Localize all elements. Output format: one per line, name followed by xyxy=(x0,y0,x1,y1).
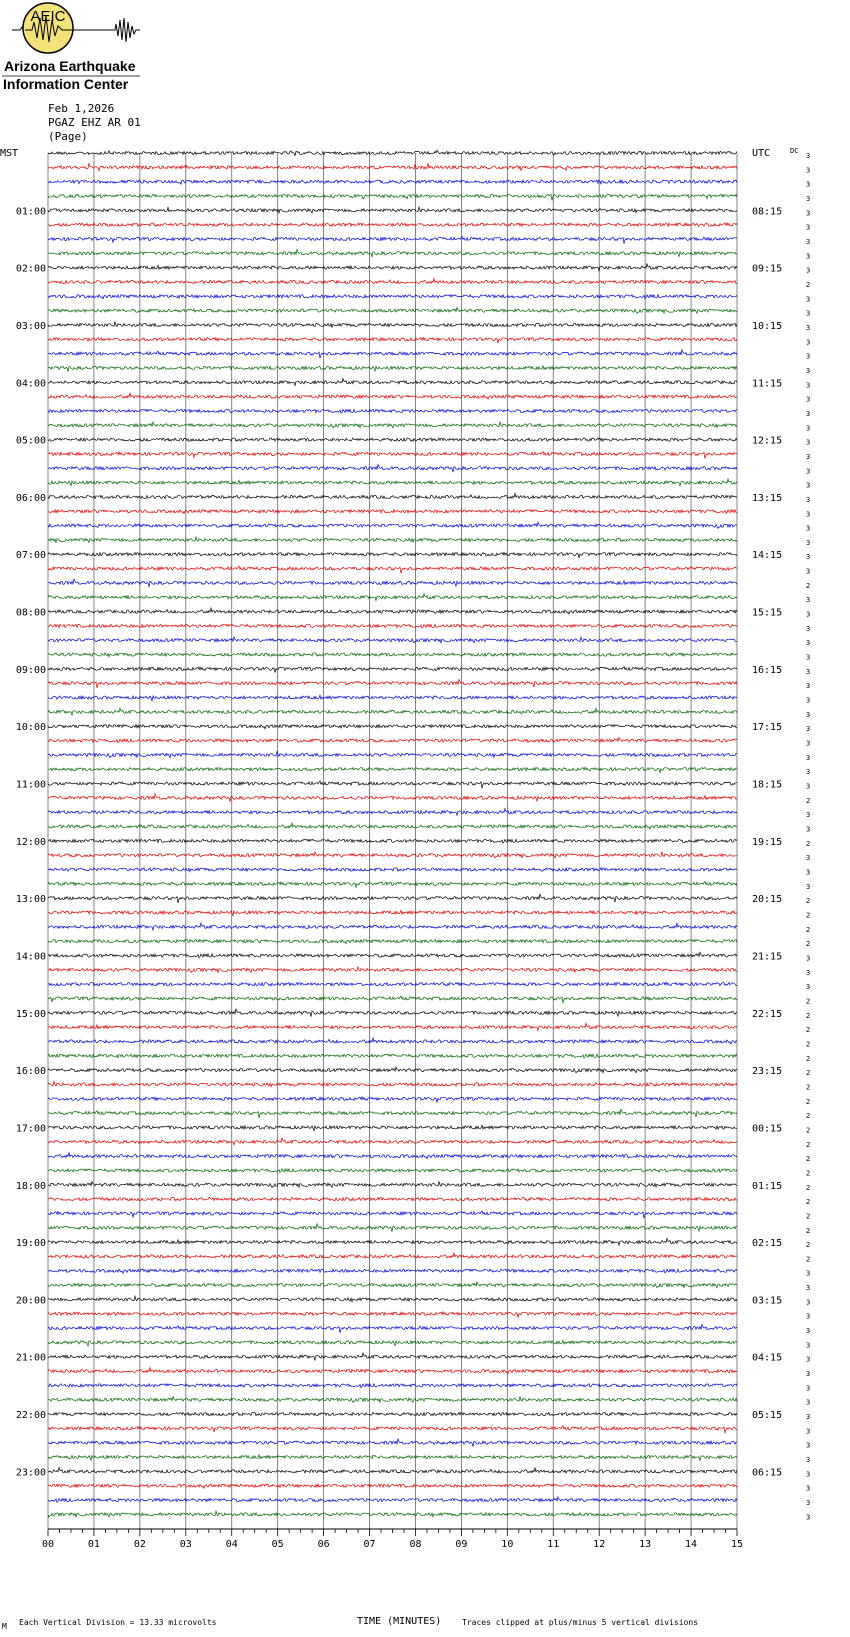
dc-offset-value: 3 xyxy=(806,237,811,246)
seismic-trace xyxy=(48,579,737,587)
mst-hour-label: 21:00 xyxy=(15,1352,46,1364)
utc-hour-label: 19:15 xyxy=(752,836,783,848)
seismic-trace xyxy=(48,1426,737,1433)
dc-offset-value: 3 xyxy=(806,1269,811,1278)
dc-offset-value: 3 xyxy=(806,1384,811,1393)
dc-offset-value: 3 xyxy=(806,1341,811,1350)
dc-offset-value: 2 xyxy=(806,1183,811,1192)
dc-offset-value: 2 xyxy=(806,940,811,949)
dc-offset-value: 3 xyxy=(806,266,811,275)
utc-hour-label: 04:15 xyxy=(752,1352,783,1364)
dc-offset-value: 3 xyxy=(806,1470,811,1479)
dc-offset-value: 3 xyxy=(806,194,811,203)
seismic-trace xyxy=(48,264,737,271)
dc-offset-value: 3 xyxy=(806,1327,811,1336)
utc-hour-label: 11:15 xyxy=(752,378,783,390)
x-tick-label: 11 xyxy=(547,1539,560,1550)
dc-offset-value: 3 xyxy=(806,1413,811,1422)
dc-offset-value: 2 xyxy=(806,1040,811,1049)
utc-hour-label: 01:15 xyxy=(752,1180,783,1192)
seismic-trace xyxy=(48,1097,737,1103)
seismic-trace xyxy=(48,767,737,773)
seismic-trace xyxy=(48,194,737,200)
dc-offset-value: 3 xyxy=(806,710,811,719)
dc-offset-value: 3 xyxy=(806,409,811,418)
seismic-trace xyxy=(48,1253,737,1258)
mst-hour-label: 12:00 xyxy=(15,836,46,848)
dc-offset-value: 3 xyxy=(806,1427,811,1436)
utc-hour-label: 10:15 xyxy=(752,320,783,332)
seismic-trace xyxy=(48,1269,737,1273)
dc-offset-value: 3 xyxy=(806,352,811,361)
seismic-trace xyxy=(48,1282,737,1288)
seismic-trace xyxy=(48,737,737,742)
seismic-trace xyxy=(48,940,737,944)
mst-axis-title: MST xyxy=(0,148,19,159)
x-axis-title: TIME (MINUTES) xyxy=(357,1616,442,1627)
seismic-trace xyxy=(48,1198,737,1201)
seismic-trace xyxy=(48,1296,737,1302)
seismic-trace xyxy=(48,952,737,958)
seismic-trace xyxy=(48,1169,737,1173)
utc-hour-label: 08:15 xyxy=(752,206,783,218)
dc-offset-value: 3 xyxy=(806,567,811,576)
seismic-trace xyxy=(48,725,737,729)
x-tick-label: 14 xyxy=(685,1539,698,1550)
seismic-trace xyxy=(48,1397,737,1403)
utc-hour-label: 16:15 xyxy=(752,664,783,676)
seismic-trace xyxy=(48,379,737,386)
seismic-trace xyxy=(48,1455,737,1461)
seismic-trace xyxy=(48,322,737,327)
dc-offset-value: 2 xyxy=(806,1083,811,1092)
seismic-trace xyxy=(48,624,737,628)
dc-offset-value: 2 xyxy=(806,1226,811,1235)
seismic-trace xyxy=(48,552,737,558)
utc-hour-label: 12:15 xyxy=(752,435,783,447)
seismic-trace xyxy=(48,1353,737,1360)
seismic-trace xyxy=(48,996,737,1003)
seismic-trace xyxy=(48,223,737,227)
seismic-trace xyxy=(48,608,737,614)
dc-offset-value: 3 xyxy=(806,166,811,175)
seismic-trace xyxy=(48,493,737,498)
page-label: (Page) xyxy=(48,130,88,143)
dc-offset-value: 3 xyxy=(806,696,811,705)
dc-offset-value: 3 xyxy=(806,467,811,476)
seismic-trace xyxy=(48,894,737,903)
utc-hour-label: 22:15 xyxy=(752,1008,783,1020)
seismic-trace xyxy=(48,479,737,486)
dc-offset-value: 3 xyxy=(806,868,811,877)
seismic-trace xyxy=(48,279,737,284)
mst-hour-label: 04:00 xyxy=(15,378,46,390)
dc-offset-value: 3 xyxy=(806,768,811,777)
mst-hour-label: 17:00 xyxy=(15,1123,46,1135)
seismic-trace xyxy=(48,350,737,359)
dc-offset-value: 2 xyxy=(806,1126,811,1135)
seismic-trace xyxy=(48,1182,737,1188)
dc-offset-value: 2 xyxy=(806,1097,811,1106)
seismic-trace xyxy=(48,566,737,573)
dc-offset-value: 3 xyxy=(806,1499,811,1508)
dc-offset-value: 3 xyxy=(806,1370,811,1379)
seismic-trace xyxy=(48,1384,737,1388)
dc-offset-value: 3 xyxy=(806,725,811,734)
dc-offset-value: 3 xyxy=(806,610,811,619)
seismic-trace xyxy=(48,1023,737,1030)
dc-offset-value: 3 xyxy=(806,682,811,691)
dc-offset-value: 3 xyxy=(806,381,811,390)
x-tick-label: 06 xyxy=(317,1539,330,1550)
dc-offset-value: 3 xyxy=(806,209,811,218)
dc-offset-value: 3 xyxy=(806,395,811,404)
x-tick-label: 07 xyxy=(363,1539,376,1550)
seismic-trace xyxy=(48,839,737,843)
x-tick-label: 15 xyxy=(730,1539,744,1550)
dc-offset-value: 2 xyxy=(806,925,811,934)
seismic-trace xyxy=(48,337,737,343)
dc-offset-value: 3 xyxy=(806,553,811,562)
seismic-trace xyxy=(48,679,737,688)
dc-offset-value: 3 xyxy=(806,739,811,748)
seismic-trace xyxy=(48,295,737,299)
utc-hour-label: 15:15 xyxy=(752,607,783,619)
dc-offset-value: 3 xyxy=(806,323,811,332)
dc-offset-value: 3 xyxy=(806,968,811,977)
seismic-trace xyxy=(48,1038,737,1044)
dc-offset-value: 3 xyxy=(806,495,811,504)
dc-offset-value: 3 xyxy=(806,1312,811,1321)
seismic-trace xyxy=(48,1153,737,1159)
dc-offset-value: 3 xyxy=(806,524,811,533)
clip-note: Traces clipped at plus/minus 5 vertical divisions xyxy=(462,1618,699,1627)
dc-offset-value: 3 xyxy=(806,1284,811,1293)
seismic-trace xyxy=(48,438,737,441)
mst-hour-label: 01:00 xyxy=(15,206,46,218)
utc-axis-title: UTC xyxy=(752,148,771,159)
seismic-trace xyxy=(48,1081,737,1086)
seismic-trace xyxy=(48,1511,737,1517)
mst-hour-label: 11:00 xyxy=(15,779,46,791)
x-tick-label: 12 xyxy=(593,1539,606,1550)
plot-date: Feb 1,2026 xyxy=(48,102,115,115)
dc-offset-value: 3 xyxy=(806,825,811,834)
seismic-trace xyxy=(48,781,737,788)
vertical-division-note: Each Vertical Division = 13.33 microvolts xyxy=(19,1618,217,1627)
seismic-trace xyxy=(48,868,737,872)
seismic-trace xyxy=(48,1312,737,1318)
dc-offset-value: 2 xyxy=(806,997,811,1006)
dc-offset-value: 2 xyxy=(806,897,811,906)
dc-offset-value: 3 xyxy=(806,782,811,791)
mst-hour-label: 06:00 xyxy=(15,492,46,504)
seismic-trace xyxy=(48,1224,737,1232)
seismic-trace xyxy=(48,207,737,213)
dc-offset-value: 2 xyxy=(806,1155,811,1164)
utc-hour-label: 00:15 xyxy=(752,1123,783,1135)
logo-badge-text: AEIC xyxy=(30,8,66,25)
seismic-trace xyxy=(48,1009,737,1017)
utc-hour-label: 21:15 xyxy=(752,951,783,963)
seismic-trace xyxy=(48,1368,737,1374)
utc-hour-label: 23:15 xyxy=(752,1066,783,1078)
dc-offset-value: 3 xyxy=(806,1484,811,1493)
mst-hour-label: 13:00 xyxy=(15,894,46,906)
seismic-trace xyxy=(48,1211,737,1218)
dc-offset-value: 3 xyxy=(806,180,811,189)
x-tick-label: 03 xyxy=(179,1539,192,1550)
dc-offset-value: 3 xyxy=(806,1398,811,1407)
logo-name-line2: Information Center xyxy=(3,76,129,92)
seismic-trace xyxy=(48,1109,737,1118)
dc-offset-value: 3 xyxy=(806,1298,811,1307)
dc-offset-value: 3 xyxy=(806,510,811,519)
mst-hour-label: 10:00 xyxy=(15,722,46,734)
seismic-trace xyxy=(48,982,737,986)
seismic-trace xyxy=(48,708,737,715)
dc-offset-value: 3 xyxy=(806,753,811,762)
dc-offset-value: 2 xyxy=(806,280,811,289)
utc-hour-label: 20:15 xyxy=(752,894,783,906)
seismic-trace xyxy=(48,1138,737,1145)
seismic-trace xyxy=(48,409,737,413)
seismic-trace xyxy=(48,163,737,171)
x-tick-label: 13 xyxy=(639,1539,652,1550)
seismic-trace xyxy=(48,823,737,829)
mst-hour-label: 20:00 xyxy=(15,1295,46,1307)
utc-hour-label: 06:15 xyxy=(752,1467,783,1479)
seismic-trace xyxy=(48,695,737,701)
logo-name-line1: Arizona Earthquake xyxy=(4,58,136,74)
utc-hour-label: 02:15 xyxy=(752,1238,783,1250)
seismic-trace xyxy=(48,150,737,155)
dc-offset-value: 2 xyxy=(806,1212,811,1221)
dc-offset-value: 3 xyxy=(806,452,811,461)
seismic-trace xyxy=(48,366,737,372)
dc-offset-value: 3 xyxy=(806,295,811,304)
dc-offset-value: 3 xyxy=(806,1441,811,1450)
dc-offset-value: 3 xyxy=(806,252,811,261)
seismic-trace xyxy=(48,1125,737,1131)
x-tick-label: 10 xyxy=(501,1539,514,1550)
dc-offset-value: 3 xyxy=(806,1355,811,1364)
seismic-trace xyxy=(48,653,737,657)
seismic-trace xyxy=(48,1468,737,1473)
seismic-trace xyxy=(48,1340,737,1346)
seismic-trace xyxy=(48,1238,737,1245)
x-tick-label: 01 xyxy=(87,1539,100,1550)
dc-offset-value: 3 xyxy=(806,366,811,375)
dc-offset-value: 3 xyxy=(806,667,811,676)
utc-hour-label: 18:15 xyxy=(752,779,783,791)
dc-offset-value: 3 xyxy=(806,983,811,992)
x-tick-label: 05 xyxy=(271,1539,284,1550)
dc-offset-value: 2 xyxy=(806,1140,811,1149)
seismic-trace xyxy=(48,522,737,528)
mst-hour-label: 16:00 xyxy=(15,1066,46,1078)
seismic-trace xyxy=(48,852,737,858)
mst-hour-label: 03:00 xyxy=(15,320,46,332)
dc-column-title: DC xyxy=(790,147,799,155)
dc-offset-value: 2 xyxy=(806,796,811,805)
seismic-trace xyxy=(48,967,737,973)
seismic-trace xyxy=(48,1497,737,1502)
seismic-trace xyxy=(48,422,737,428)
dc-offset-value: 3 xyxy=(806,624,811,633)
seismic-trace xyxy=(48,1054,737,1058)
dc-offset-value: 3 xyxy=(806,954,811,963)
dc-offset-value: 3 xyxy=(806,538,811,547)
mst-hour-label: 23:00 xyxy=(15,1467,46,1479)
mst-hour-label: 14:00 xyxy=(15,951,46,963)
seismic-trace xyxy=(48,308,737,314)
dc-offset-value: 3 xyxy=(806,639,811,648)
seismic-trace xyxy=(48,180,737,184)
dc-offset-value: 3 xyxy=(806,309,811,318)
seismic-trace xyxy=(48,1412,737,1415)
seismic-trace xyxy=(48,465,737,473)
seismic-trace xyxy=(48,393,737,399)
dc-offset-value: 2 xyxy=(806,1112,811,1121)
seismic-trace xyxy=(48,594,737,601)
mst-hour-label: 15:00 xyxy=(15,1008,46,1020)
dc-offset-value: 2 xyxy=(806,839,811,848)
seismic-trace xyxy=(48,510,737,514)
seismic-trace xyxy=(48,881,737,887)
mst-hour-label: 05:00 xyxy=(15,435,46,447)
dc-offset-value: 3 xyxy=(806,1513,811,1522)
utc-hour-label: 05:15 xyxy=(752,1410,783,1422)
seismic-trace xyxy=(48,1067,737,1073)
mst-hour-label: 02:00 xyxy=(15,263,46,275)
seismic-trace xyxy=(48,910,737,915)
dc-offset-value: 3 xyxy=(806,854,811,863)
dc-offset-value: 3 xyxy=(806,653,811,662)
seismic-trace xyxy=(48,237,737,244)
seismic-trace xyxy=(48,1324,737,1333)
corner-mark: M xyxy=(2,1622,7,1631)
mst-hour-label: 09:00 xyxy=(15,664,46,676)
dc-offset-value: 2 xyxy=(806,1011,811,1020)
dc-offset-value: 3 xyxy=(806,338,811,347)
mst-hour-label: 18:00 xyxy=(15,1180,46,1192)
seismic-trace xyxy=(48,809,737,816)
dc-offset-value: 3 xyxy=(806,1456,811,1465)
dc-offset-value: 2 xyxy=(806,1069,811,1078)
dc-offset-value: 2 xyxy=(806,1241,811,1250)
seismic-trace xyxy=(48,794,737,802)
seismic-trace xyxy=(48,537,737,543)
dc-offset-value: 3 xyxy=(806,223,811,232)
dc-offset-value: 2 xyxy=(806,1054,811,1063)
dc-offset-value: 3 xyxy=(806,882,811,891)
dc-offset-value: 3 xyxy=(806,596,811,605)
mst-hour-label: 08:00 xyxy=(15,607,46,619)
seismic-trace xyxy=(48,250,737,258)
seismic-trace xyxy=(48,637,737,643)
utc-hour-label: 09:15 xyxy=(752,263,783,275)
x-tick-label: 09 xyxy=(455,1539,468,1550)
utc-hour-label: 13:15 xyxy=(752,492,783,504)
utc-hour-label: 03:15 xyxy=(752,1295,783,1307)
utc-hour-label: 17:15 xyxy=(752,722,783,734)
mst-hour-label: 22:00 xyxy=(15,1410,46,1422)
seismic-trace xyxy=(48,452,737,459)
mst-hour-label: 07:00 xyxy=(15,550,46,562)
dc-offset-value: 3 xyxy=(806,481,811,490)
dc-offset-value: 2 xyxy=(806,1255,811,1264)
mst-hour-label: 19:00 xyxy=(15,1238,46,1250)
dc-offset-value: 2 xyxy=(806,1169,811,1178)
dc-offset-value: 3 xyxy=(806,438,811,447)
seismic-trace xyxy=(48,667,737,673)
x-tick-label: 02 xyxy=(133,1539,146,1550)
x-tick-label: 04 xyxy=(225,1539,238,1550)
dc-offset-value: 3 xyxy=(806,424,811,433)
dc-offset-value: 3 xyxy=(806,811,811,820)
utc-hour-label: 14:15 xyxy=(752,550,783,562)
dc-offset-value: 2 xyxy=(806,1198,811,1207)
seismic-trace xyxy=(48,923,737,930)
station-code: PGAZ EHZ AR 01 xyxy=(48,116,141,129)
seismic-trace xyxy=(48,1439,737,1447)
dc-offset-value: 2 xyxy=(806,911,811,920)
x-tick-label: 08 xyxy=(409,1539,422,1550)
seismic-trace xyxy=(48,752,737,758)
dc-offset-value: 2 xyxy=(806,1026,811,1035)
dc-offset-value: 2 xyxy=(806,581,811,590)
dc-offset-value: 3 xyxy=(806,152,811,160)
seismic-trace xyxy=(48,1484,737,1488)
x-tick-label: 00 xyxy=(41,1539,55,1550)
